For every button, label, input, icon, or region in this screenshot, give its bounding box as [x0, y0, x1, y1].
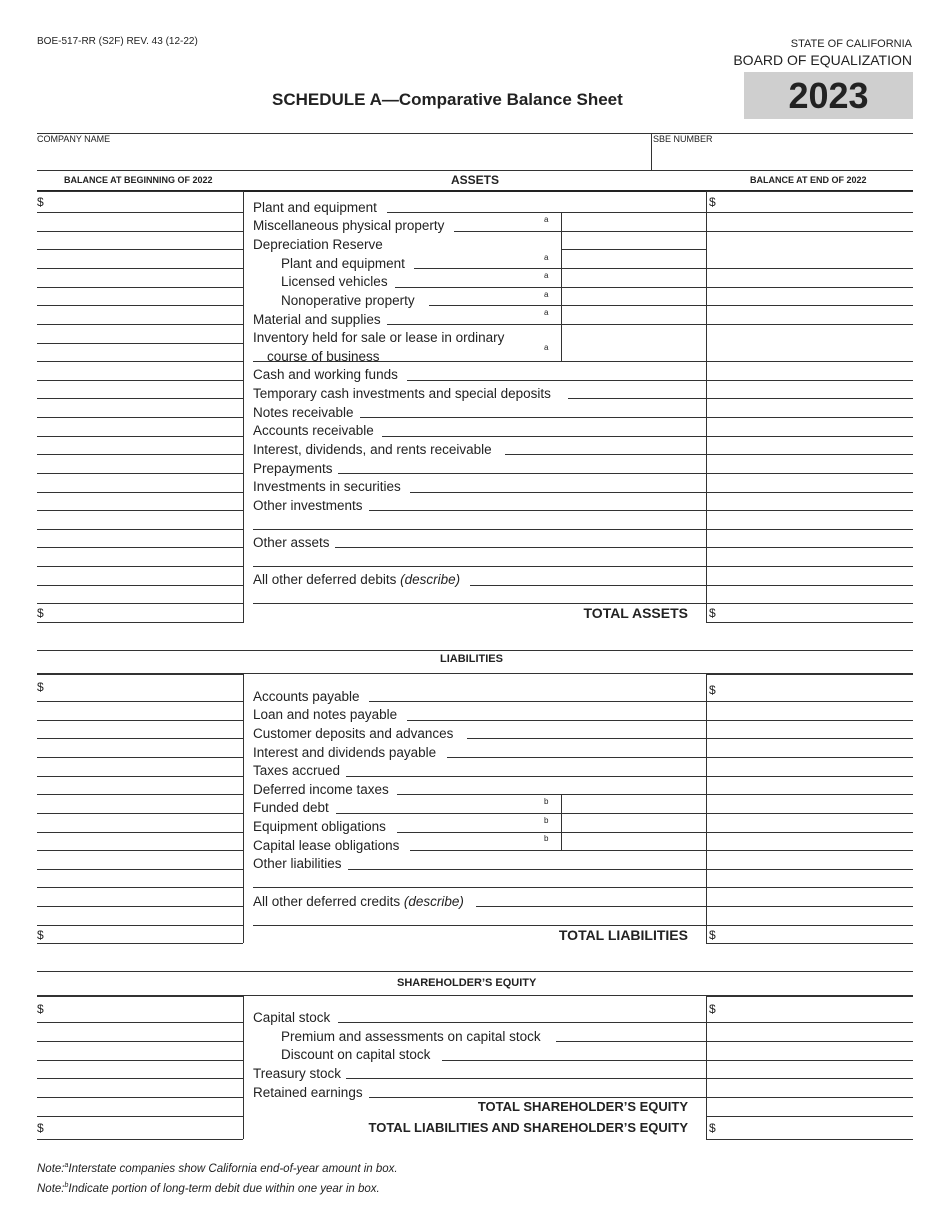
- leader-line: [414, 268, 561, 269]
- ending-balance-field[interactable]: [710, 1117, 910, 1138]
- describe-note: (describe): [400, 572, 461, 587]
- beginning-balance-field[interactable]: [40, 721, 240, 737]
- leader-line: [253, 887, 706, 888]
- amount-line: [706, 1139, 913, 1140]
- beginning-balance-field[interactable]: [40, 758, 240, 775]
- asset-notes-receivable: Notes receivable: [253, 405, 354, 420]
- ending-balance-field[interactable]: [710, 455, 910, 472]
- beginning-balance-field[interactable]: [40, 213, 240, 230]
- leader-line: [556, 1041, 706, 1042]
- leader-line: [505, 454, 706, 455]
- leader-line: [369, 701, 706, 702]
- asset-other-investments: Other investments: [253, 498, 363, 513]
- divider: [561, 212, 562, 231]
- ending-balance-field[interactable]: [710, 1023, 910, 1040]
- beginning-balance-field[interactable]: [40, 362, 240, 379]
- leader-line: [348, 869, 706, 870]
- amount-line: [37, 1139, 243, 1140]
- leader-line: [397, 832, 561, 833]
- beginning-balance-field[interactable]: [40, 795, 240, 812]
- beginning-balance-field[interactable]: [40, 1079, 240, 1096]
- beginning-balance-field[interactable]: [40, 511, 240, 528]
- leader-line: [407, 380, 706, 381]
- asset-inventory-cont: course of business: [267, 349, 380, 364]
- note-prefix: Note:: [37, 1182, 65, 1195]
- divider: [706, 674, 707, 943]
- divider: [243, 996, 244, 1139]
- leader-line: [476, 906, 706, 907]
- leader-line: [253, 566, 706, 567]
- leader-line: [447, 757, 706, 758]
- ending-balance-field[interactable]: [710, 814, 910, 831]
- asset-inventory: Inventory held for sale or lease in ordinary: [253, 330, 505, 345]
- liab-capital-lease: Capital lease obligations: [253, 838, 400, 853]
- ending-balance-field[interactable]: [710, 795, 910, 812]
- leader-line: [338, 1022, 706, 1023]
- leader-line: [253, 529, 706, 530]
- beginning-balance-field[interactable]: [40, 437, 240, 453]
- ending-balance-field[interactable]: [710, 437, 910, 453]
- asset-dep-licensed-vehicles: Licensed vehicles: [281, 274, 388, 289]
- footnote-box-line: [561, 268, 706, 269]
- beginning-balance-field[interactable]: [40, 702, 240, 719]
- liabilities-heading: LIABILITIES: [440, 653, 503, 665]
- beginning-balance-field[interactable]: [40, 675, 240, 700]
- ending-balance-field[interactable]: [710, 381, 910, 397]
- note-a-text: Interstate companies show California end-of-year amount in box.: [68, 1162, 398, 1175]
- leader-line: [360, 417, 706, 418]
- asset-interest-receivable: Interest, dividends, and rents receivable: [253, 442, 492, 457]
- liab-funded-debt: Funded debt: [253, 800, 329, 815]
- asset-dep-plant-equipment: Plant and equipment: [281, 256, 405, 271]
- leader-line: [410, 492, 706, 493]
- column-header-end: BALANCE AT END OF 2022: [750, 175, 867, 185]
- note-b-text: Indicate portion of long-term debit due within one year in box.: [68, 1182, 380, 1195]
- asset-cash: Cash and working funds: [253, 367, 398, 382]
- leader-line: [410, 850, 561, 851]
- ending-balance-field[interactable]: [710, 721, 910, 737]
- dollar-sign: $: [709, 1121, 716, 1135]
- beginning-balance-field[interactable]: [40, 926, 240, 942]
- ending-balance-field[interactable]: [710, 548, 910, 565]
- ending-balance-field[interactable]: [710, 213, 910, 230]
- beginning-balance-field[interactable]: [40, 344, 240, 360]
- liab-customer-deposits: Customer deposits and advances: [253, 726, 454, 741]
- assets-heading: ASSETS: [451, 173, 500, 187]
- beginning-balance-field[interactable]: [40, 288, 240, 304]
- asset-dep-nonoperative: Nonoperative property: [281, 293, 415, 308]
- ending-balance-field[interactable]: [710, 851, 910, 868]
- dollar-sign: $: [37, 1002, 44, 1016]
- liab-taxes-accrued: Taxes accrued: [253, 763, 341, 778]
- beginning-balance-field[interactable]: [40, 1117, 240, 1138]
- beginning-balance-field[interactable]: [40, 851, 240, 868]
- beginning-balance-field[interactable]: [40, 1023, 240, 1040]
- asset-misc-physical: Miscellaneous physical property: [253, 218, 445, 233]
- equity-premium: Premium and assessments on capital stock: [281, 1029, 541, 1044]
- asset-plant-equipment: Plant and equipment: [253, 200, 377, 215]
- footnote-b: b: [544, 834, 549, 843]
- liab-deferred-credits-label: All other deferred credits: [253, 894, 401, 909]
- year: 2023: [788, 75, 869, 116]
- leader-line: [568, 398, 706, 399]
- footnote-box-line: [561, 324, 706, 325]
- liab-accounts-payable: Accounts payable: [253, 689, 360, 704]
- liab-other: Other liabilities: [253, 856, 342, 871]
- ending-balance-field[interactable]: [710, 777, 910, 793]
- ending-balance-field[interactable]: [710, 306, 910, 323]
- dollar-sign: $: [709, 683, 716, 697]
- leader-line: [395, 287, 561, 288]
- ending-balance-field[interactable]: [710, 288, 910, 304]
- footnote-a: a: [544, 343, 549, 352]
- beginning-balance-field[interactable]: [40, 604, 240, 621]
- ending-balance-field[interactable]: [710, 1042, 910, 1059]
- ending-balance-field[interactable]: [710, 758, 910, 775]
- leader-line: [407, 720, 706, 721]
- divider: [561, 795, 562, 851]
- leader-line: [346, 1078, 706, 1079]
- leader-line: [467, 738, 706, 739]
- amount-line: [706, 622, 913, 623]
- beginning-balance-field[interactable]: [40, 192, 240, 211]
- footnote-a: a: [544, 271, 549, 280]
- beginning-balance-field[interactable]: [40, 548, 240, 565]
- footnote-a: a: [544, 253, 549, 262]
- asset-accounts-receivable: Accounts receivable: [253, 423, 374, 438]
- divider: [561, 231, 562, 361]
- dollar-sign: $: [709, 195, 716, 209]
- asset-temp-cash: Temporary cash investments and special deposits: [253, 386, 551, 401]
- form-id: BOE-517-RR (S2F) REV. 43 (12-22): [37, 36, 198, 47]
- beginning-balance-field[interactable]: [40, 907, 240, 924]
- leader-line: [429, 305, 561, 306]
- leader-line: [442, 1060, 706, 1061]
- describe-note: (describe): [403, 894, 464, 909]
- leader-line: [382, 436, 706, 437]
- beginning-balance-field[interactable]: [40, 870, 240, 886]
- liab-deferred-income-taxes: Deferred income taxes: [253, 782, 389, 797]
- divider: [651, 133, 652, 170]
- note-b: [37, 1182, 380, 1195]
- beginning-balance-field[interactable]: [40, 1042, 240, 1059]
- beginning-balance-field[interactable]: [40, 833, 240, 849]
- note-a: [37, 1162, 398, 1175]
- leader-line: [387, 212, 706, 213]
- ending-balance-field[interactable]: [710, 511, 910, 528]
- total-liabilities-label: TOTAL LIABILITIES: [558, 927, 688, 943]
- dollar-sign: $: [37, 1121, 44, 1135]
- equity-capital-stock: Capital stock: [253, 1010, 331, 1025]
- leader-line: [387, 324, 561, 325]
- liab-deferred-credits: [253, 894, 464, 909]
- leader-line: [454, 231, 561, 232]
- ending-balance-field[interactable]: [710, 192, 910, 211]
- beginning-balance-field[interactable]: [40, 777, 240, 793]
- beginning-balance-field[interactable]: [40, 399, 240, 416]
- leader-line: [338, 473, 706, 474]
- leader-line: [336, 813, 561, 814]
- ending-balance-field[interactable]: [710, 1098, 910, 1115]
- dollar-sign: $: [37, 195, 44, 209]
- amount-line: [37, 943, 243, 944]
- ending-balance-field[interactable]: [710, 586, 910, 602]
- dollar-sign: $: [709, 1002, 716, 1016]
- divider: [706, 996, 707, 1139]
- divider: [243, 191, 244, 623]
- divider: [37, 971, 913, 972]
- ending-balance-field[interactable]: [710, 907, 910, 924]
- page-title: SCHEDULE A—Comparative Balance Sheet: [272, 90, 623, 109]
- footnote-a: a: [544, 290, 549, 299]
- beginning-balance-field[interactable]: [40, 586, 240, 602]
- beginning-balance-field[interactable]: [40, 493, 240, 509]
- ending-balance-field[interactable]: [710, 232, 910, 267]
- asset-material-supplies: Material and supplies: [253, 312, 381, 327]
- dollar-sign: $: [709, 928, 716, 942]
- asset-deferred-debits: [253, 572, 460, 587]
- beginning-balance-field[interactable]: [40, 232, 240, 248]
- asset-prepayments: Prepayments: [253, 461, 333, 476]
- footnote-box-line: [561, 813, 706, 814]
- ending-balance-field[interactable]: [710, 474, 910, 491]
- ending-balance-field[interactable]: [710, 1079, 910, 1096]
- ending-balance-field[interactable]: [710, 362, 910, 379]
- ending-balance-field[interactable]: [710, 530, 910, 546]
- leader-line: [346, 776, 706, 777]
- equity-heading: SHAREHOLDER’S EQUITY: [397, 977, 537, 989]
- divider: [37, 170, 913, 171]
- beginning-balance-field[interactable]: [40, 530, 240, 546]
- amount-line: [706, 943, 913, 944]
- footnote-box-line: [561, 249, 706, 250]
- note-b-mark: b: [64, 1182, 69, 1189]
- beginning-balance-field[interactable]: [40, 567, 240, 584]
- dollar-sign: $: [37, 606, 44, 620]
- sbe-number-field[interactable]: [653, 146, 913, 168]
- footnote-a: a: [544, 308, 549, 317]
- note-prefix: Note:: [37, 1162, 65, 1175]
- equity-treasury: Treasury stock: [253, 1066, 342, 1081]
- beginning-balance-field[interactable]: [40, 250, 240, 267]
- leader-line: [335, 547, 706, 548]
- footnote-box-line: [561, 305, 706, 306]
- beginning-balance-field[interactable]: [40, 814, 240, 831]
- beginning-balance-field[interactable]: [40, 997, 240, 1021]
- state-label: STATE OF CALIFORNIA: [790, 38, 912, 50]
- asset-depreciation-reserve: Depreciation Reserve: [253, 237, 383, 252]
- footnote-b: b: [544, 797, 549, 806]
- beginning-balance-field[interactable]: [40, 269, 240, 286]
- leader-line: [470, 585, 706, 586]
- equity-retained: Retained earnings: [253, 1085, 363, 1100]
- beginning-balance-field[interactable]: [40, 1098, 240, 1115]
- beginning-balance-field[interactable]: [40, 474, 240, 491]
- ending-balance-field[interactable]: [710, 702, 910, 719]
- divider: [253, 361, 706, 362]
- ending-balance-field[interactable]: [710, 739, 910, 756]
- leader-line: [369, 1097, 706, 1098]
- liab-loans-notes: Loan and notes payable: [253, 707, 398, 722]
- leader-line: [397, 794, 706, 795]
- divider: [37, 650, 913, 651]
- footnote-b: b: [544, 816, 549, 825]
- beginning-balance-field[interactable]: [40, 306, 240, 323]
- ending-balance-field[interactable]: [710, 888, 910, 905]
- note-a-mark: a: [64, 1162, 69, 1169]
- asset-investments-securities: Investments in securities: [253, 479, 401, 494]
- ending-balance-field[interactable]: [710, 833, 910, 849]
- year-box: [744, 72, 913, 119]
- liab-equipment-obligations: Equipment obligations: [253, 819, 386, 834]
- ending-balance-field[interactable]: [710, 493, 910, 509]
- company-name-label: COMPANY NAME: [37, 134, 111, 144]
- company-name-field[interactable]: [37, 146, 649, 168]
- dollar-sign: $: [37, 928, 44, 942]
- beginning-balance-field[interactable]: [40, 418, 240, 435]
- ending-balance-field[interactable]: [710, 604, 910, 621]
- leader-line: [369, 510, 706, 511]
- total-equity-label: TOTAL SHAREHOLDER’S EQUITY: [477, 1099, 688, 1114]
- beginning-balance-field[interactable]: [40, 1061, 240, 1077]
- footnote-a: a: [544, 215, 549, 224]
- ending-balance-field[interactable]: [710, 269, 910, 286]
- footnote-box-line: [561, 850, 706, 851]
- beginning-balance-field[interactable]: [40, 888, 240, 905]
- column-header-beginning: BALANCE AT BEGINNING OF 2022: [64, 175, 213, 185]
- liab-interest-dividends: Interest and dividends payable: [253, 745, 437, 760]
- ending-balance-field[interactable]: [710, 675, 910, 700]
- ending-balance-field[interactable]: [710, 399, 910, 416]
- footnote-box-line: [561, 231, 706, 232]
- ending-balance-field[interactable]: [710, 418, 910, 435]
- ending-balance-field[interactable]: [710, 1061, 910, 1077]
- equity-discount: Discount on capital stock: [281, 1047, 431, 1062]
- amount-line: [37, 622, 243, 623]
- leader-line: [253, 603, 706, 604]
- beginning-balance-field[interactable]: [40, 455, 240, 472]
- ending-balance-field[interactable]: [710, 926, 910, 942]
- ending-balance-field[interactable]: [710, 997, 910, 1021]
- dollar-sign: $: [37, 680, 44, 694]
- asset-deferred-debits-label: All other deferred debits: [253, 572, 397, 587]
- leader-line: [253, 925, 706, 926]
- divider: [243, 674, 244, 943]
- beginning-balance-field[interactable]: [40, 381, 240, 397]
- ending-balance-field[interactable]: [710, 870, 910, 886]
- footnote-box-line: [561, 287, 706, 288]
- total-assets-label: TOTAL ASSETS: [583, 605, 688, 621]
- divider: [706, 191, 707, 623]
- total-liab-equity-label: TOTAL LIABILITIES AND SHAREHOLDER’S EQUITY: [368, 1120, 688, 1135]
- ending-balance-field[interactable]: [710, 325, 910, 360]
- asset-other-assets: Other assets: [253, 535, 330, 550]
- footnote-box-line: [561, 832, 706, 833]
- agency-label: BOARD OF EQUALIZATION: [733, 52, 912, 68]
- dollar-sign: $: [709, 606, 716, 620]
- divider: [37, 133, 913, 134]
- ending-balance-field[interactable]: [710, 567, 910, 584]
- sbe-number-label: SBE NUMBER: [653, 134, 713, 144]
- beginning-balance-field[interactable]: [40, 739, 240, 756]
- beginning-balance-field[interactable]: [40, 325, 240, 342]
